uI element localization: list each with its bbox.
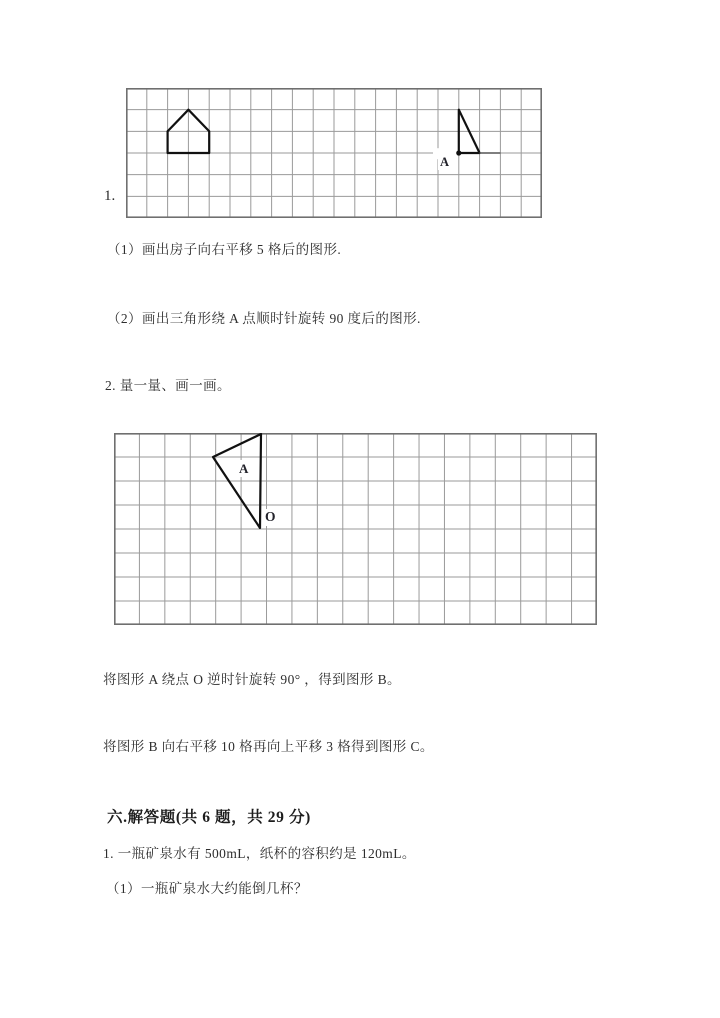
section-6-question-1: 1. 一瓶矿泉水有 500mL，纸杯的容积约是 120mL。 — [103, 846, 416, 861]
question-1-number: 1. — [104, 188, 116, 204]
section-6-question-1-sub1: （1）一瓶矿泉水大约能倒几杯？ — [106, 881, 308, 896]
section-6-title: 六.解答题(共 6 题，共 29 分) — [107, 809, 311, 826]
question-2-title: 2. 量一量、画一画。 — [105, 378, 231, 393]
question-1-sub1: （1）画出房子向右平移 5 格后的图形. — [107, 242, 342, 257]
grid-figure-1 — [126, 88, 542, 218]
question-2-instruction-1: 将图形 A 绕点 O 逆时针旋转 90° ，得到图形 B。 — [103, 672, 401, 687]
question-2-instruction-2: 将图形 B 向右平移 10 格再向上平移 3 格得到图形 C。 — [103, 739, 434, 754]
point-o-label: O — [265, 509, 276, 524]
question-1-sub2: （2）画出三角形绕 A 点顺时针旋转 90 度后的图形. — [107, 311, 421, 326]
triangle-a-label: A — [239, 461, 249, 476]
point-a-label-grid1: A — [440, 155, 450, 169]
grid-figure-2 — [114, 433, 597, 625]
